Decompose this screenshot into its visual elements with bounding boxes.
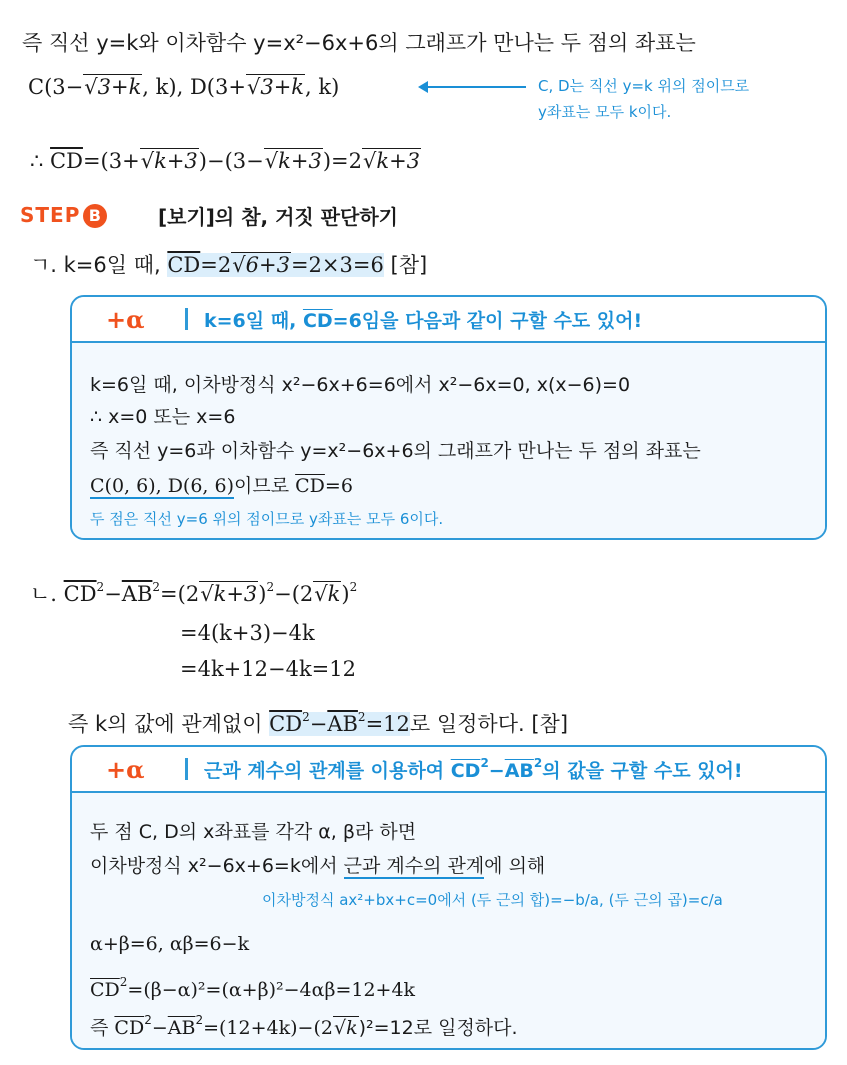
- cd-length-line: [30, 148, 421, 174]
- segment-ab: $\overline{AB}$: [504, 760, 534, 782]
- square: 2: [349, 580, 358, 594]
- radical: √ 3+k: [246, 74, 305, 99]
- box2-row5: [90, 969, 415, 1003]
- box-header: [72, 297, 825, 343]
- point-c-start: C(3−: [28, 75, 84, 99]
- expr: −: [309, 712, 328, 736]
- radical: √ 3+k: [83, 74, 142, 99]
- verdict: [참]: [383, 253, 428, 277]
- expr: 이차방정식 x²−6x+6=k에서: [90, 855, 344, 877]
- expr: =2×3=6: [290, 253, 384, 277]
- box2-note: 이차방정식 ax²+bx+c=0에서 (두 근의 합)=−b/a, (두 근의 곱)=c/a: [262, 891, 723, 909]
- nieun-conclusion: [68, 704, 568, 737]
- step-title: [보기]의 참, 거짓 판단하기: [158, 205, 398, 229]
- expr: 에 의해: [484, 855, 546, 877]
- title-text: =6임을 다음과 같이 구할 수도 있어!: [332, 310, 643, 332]
- plus-alpha-icon: +α: [106, 755, 145, 784]
- box2-row6: [90, 1007, 518, 1041]
- square: 2: [144, 1013, 152, 1027]
- alpha-box-1: [70, 295, 827, 540]
- item-nieun: [30, 574, 357, 607]
- radical: √ k: [333, 1016, 359, 1039]
- verdict: 로 일정하다. [참]: [409, 712, 569, 736]
- highlight: [269, 712, 410, 736]
- segment-ab: $\overline{AB}$: [167, 1017, 196, 1039]
- radical: √ k+3: [264, 148, 323, 173]
- square: 2: [533, 756, 543, 770]
- square: 2: [195, 1013, 204, 1027]
- expr: =(12+4k)−(2: [203, 1017, 333, 1039]
- step-text: STEP: [20, 203, 81, 227]
- box1-row3: 즉 직선 y=6과 이차함수 y=x²−6x+6의 그래프가 만나는 두 점의 좌표는: [90, 440, 701, 462]
- alpha-box-2: [70, 745, 827, 1050]
- expr: ): [341, 582, 350, 606]
- intersection-line: 즉 직선 y=k와 이차함수 y=x²−6x+6의 그래프가 만나는 두 점의 좌표는: [22, 31, 696, 55]
- square: 2: [119, 975, 128, 989]
- divider: [185, 308, 188, 330]
- title-text: 근과 계수의 관계를 이용하여: [204, 760, 451, 782]
- expr: 이므로: [234, 475, 296, 497]
- square: 2: [96, 580, 105, 594]
- nieun-step3: =4k+12−4k=12: [180, 657, 356, 681]
- note-points-line1: C, D는 직선 y=k 위의 점이므로: [538, 77, 750, 95]
- expr: 즉 k의 값에 관계없이: [68, 712, 270, 736]
- segment-cd: $\overline{CD}$: [269, 712, 303, 736]
- box2-row1: 두 점 C, D의 x좌표를 각각 α, β라 하면: [90, 821, 417, 843]
- highlight: [167, 253, 383, 277]
- expr: −: [151, 1017, 168, 1039]
- segment-cd: $\overline{CD}$: [114, 1017, 145, 1039]
- box-header: [72, 747, 825, 793]
- expr: =(2: [160, 582, 200, 606]
- box1-row1: k=6일 때, 이차방정식 x²−6x+6=6에서 x²−6x=0, x(x−6)=0: [90, 374, 631, 396]
- box2-row2: [90, 853, 545, 879]
- title-text: −: [488, 760, 505, 782]
- title-text: k=6일 때,: [204, 310, 303, 332]
- expr: )²=12로 일정하다.: [358, 1017, 518, 1039]
- segment-cd: $\overline{CD}$: [63, 582, 97, 606]
- expr: ㄱ. k=6일 때,: [30, 253, 168, 277]
- radical: √ k+3: [199, 581, 258, 606]
- segment-ab: $\overline{AB}$: [121, 582, 153, 606]
- point-d-end: , k): [305, 75, 340, 99]
- expr: =6: [324, 475, 353, 497]
- segment-ab: $\overline{AB}$: [327, 712, 358, 736]
- segment-cd: $\overline{CD}$: [295, 475, 325, 497]
- square: 2: [302, 710, 310, 724]
- square: 2: [357, 710, 366, 724]
- expr: )=2: [322, 149, 362, 173]
- segment-cd: $\overline{CD}$: [450, 760, 481, 782]
- point-d-start: D(3+: [189, 75, 246, 99]
- divider: [185, 758, 188, 780]
- arrow-left-icon: [426, 86, 526, 88]
- box1-row4: [90, 473, 353, 499]
- expr: =2: [200, 253, 232, 277]
- box2-row4: α+β=6, αβ=6−k: [90, 933, 250, 955]
- box1-note: 두 점은 직선 y=6 위의 점이므로 y좌표는 모두 6이다.: [90, 510, 444, 528]
- square: 2: [480, 756, 489, 770]
- radical: √ k+3: [140, 148, 199, 173]
- expr: =12: [365, 712, 410, 736]
- points-cd: C(0, 6), D(6, 6): [90, 475, 235, 497]
- box-title: [204, 756, 743, 783]
- square: 2: [152, 580, 161, 594]
- segment-cd: $\overline{CD}$: [302, 310, 333, 332]
- radical: √ 6+3: [231, 252, 291, 277]
- note-points-line2: y좌표는 모두 k이다.: [538, 103, 672, 121]
- vieta-relation: 근과 계수의 관계: [343, 855, 485, 877]
- step-badge: B: [83, 204, 107, 228]
- segment-cd: $\overline{CD}$: [167, 253, 201, 277]
- expr: ㄴ.: [30, 582, 64, 606]
- expr: −: [104, 582, 122, 606]
- box-title: [204, 306, 642, 333]
- therefore-symbol: ∴: [30, 149, 51, 173]
- radical: √ k: [313, 581, 341, 606]
- plus-alpha-icon: +α: [106, 305, 145, 334]
- segment-cd: $\overline{CD}$: [50, 149, 83, 173]
- expr: =(3+: [82, 149, 140, 173]
- step-label: [20, 203, 107, 228]
- expr: −(2: [274, 582, 314, 606]
- box1-row2: ∴ x=0 또는 x=6: [90, 406, 236, 428]
- expr: =(β−α)²=(α+β)²−4αβ=12+4k: [127, 979, 416, 1001]
- item-giyeok: [30, 252, 427, 278]
- title-text: 의 값을 구할 수도 있어!: [542, 760, 743, 782]
- expr: ): [258, 582, 267, 606]
- radical: √ k+3: [362, 148, 421, 173]
- point-c-end: , k),: [142, 75, 184, 99]
- expr: 즉: [90, 1017, 115, 1039]
- square: 2: [266, 580, 275, 594]
- segment-cd: $\overline{CD}$: [90, 979, 120, 1001]
- nieun-step2: =4(k+3)−4k: [180, 621, 315, 645]
- expr: )−(3−: [198, 149, 264, 173]
- points-cd-line: [28, 74, 339, 100]
